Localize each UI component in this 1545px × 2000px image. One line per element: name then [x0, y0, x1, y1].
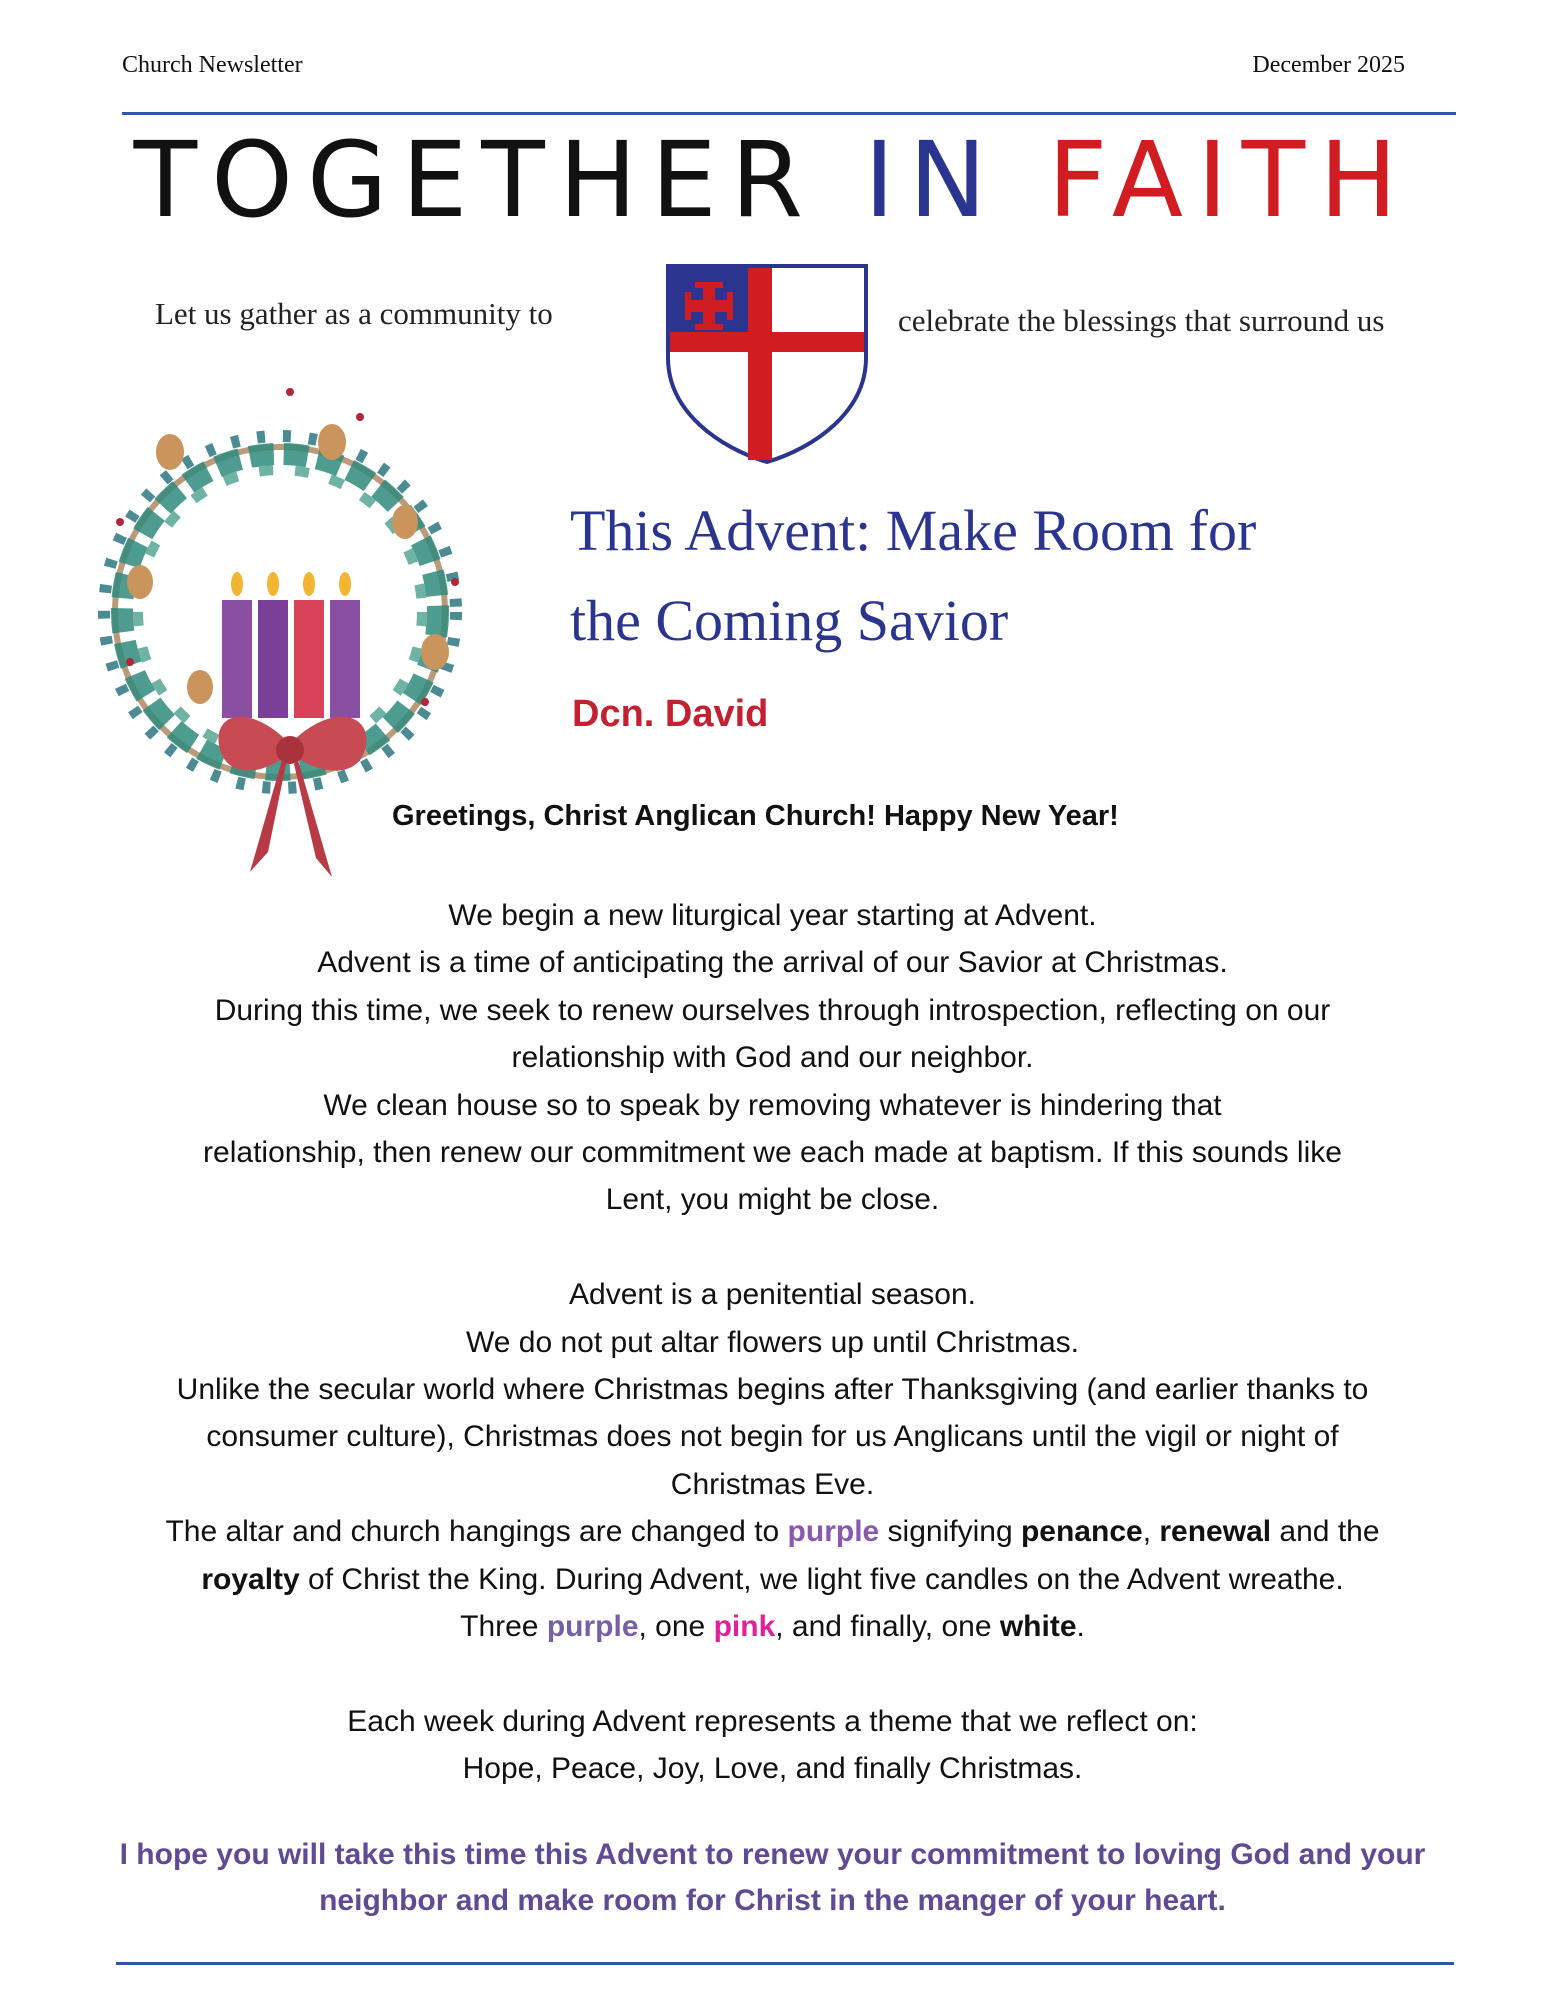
body-line: Each week during Advent represents a theme that we reflect on: [347, 1704, 1198, 1738]
article-title [570, 486, 1390, 666]
issue-date: December 2025 [1252, 52, 1405, 78]
newsletter-label: Church Newsletter [122, 52, 303, 78]
bottom-divider [116, 1962, 1454, 1965]
body-line: We clean house so to speak by removing whatever is hindering that [323, 1088, 1222, 1122]
episcopal-shield-icon [664, 262, 870, 464]
top-divider [122, 112, 1456, 115]
body-line: relationship with God and our neighbor. [511, 1041, 1034, 1075]
body-line: Advent is a time of anticipating the arrival of our Savior at Christmas. [317, 946, 1228, 980]
body-line: Unlike the secular world where Christmas begins after Thanksgiving (and earlier thanks to [176, 1373, 1369, 1407]
body-line-candles: Three purple, one pink, and finally, one white. [460, 1610, 1085, 1644]
body-line: relationship, then renew our commitment we each made at baptism. If this sounds like [203, 1136, 1342, 1170]
body-line: During this time, we seek to renew ourselves through introspection, reflecting on our [214, 993, 1331, 1027]
body-line: We do not put altar flowers up until Christmas. [465, 1325, 1080, 1359]
masthead-word-faith: FAITH [1047, 119, 1412, 241]
body-line-hangings: The altar and church hangings are changed to purple signifying penance, renewal and the [165, 1515, 1380, 1549]
highlight-penance: penance [1020, 1515, 1143, 1549]
body-line: Lent, you might be close. [605, 1183, 940, 1217]
body-line: consumer culture), Christmas does not begin for us Anglicans until the vigil or night of [206, 1420, 1339, 1454]
body-line-royalty: royalty of Christ the King. During Advent, we light five candles on the Advent wreathe. [201, 1562, 1344, 1596]
body-line: Hope, Peace, Joy, Love, and finally Christmas. [462, 1752, 1083, 1786]
highlight-royalty: royalty [201, 1562, 300, 1596]
closing-line-1: I hope you will take this time this Advent to renew your commitment to loving God and your [119, 1838, 1426, 1871]
highlight-white-candle: white [999, 1610, 1077, 1644]
body-line: Advent is a penitential season. [569, 1278, 976, 1312]
highlight-purple: purple [787, 1515, 880, 1549]
article-author: Dcn. David [572, 693, 769, 735]
tagline-left: Let us gather as a community to [155, 296, 553, 331]
tagline-right: celebrate the blessings that surround us [898, 303, 1385, 338]
closing-message [100, 1832, 1445, 1924]
article-title-line-1: This Advent: Make Room for [570, 498, 1257, 563]
greeting: Greetings, Christ Anglican Church! Happy New Year! [392, 800, 1119, 832]
masthead-word-in: IN [864, 119, 1001, 241]
masthead-title [0, 119, 1545, 241]
highlight-renewal: renewal [1159, 1515, 1272, 1549]
body-line: We begin a new liturgical year starting at Advent. [448, 899, 1097, 932]
highlight-purple-candle: purple [546, 1610, 639, 1644]
article-title-line-2: the Coming Savior [570, 588, 1009, 653]
closing-line-2: neighbor and make room for Christ in the manger of your heart. [319, 1884, 1226, 1917]
body-line: Christmas Eve. [670, 1467, 875, 1501]
article-body [110, 892, 1435, 1793]
highlight-pink-candle: pink [713, 1610, 776, 1644]
masthead-word-together: TOGETHER [133, 119, 817, 241]
